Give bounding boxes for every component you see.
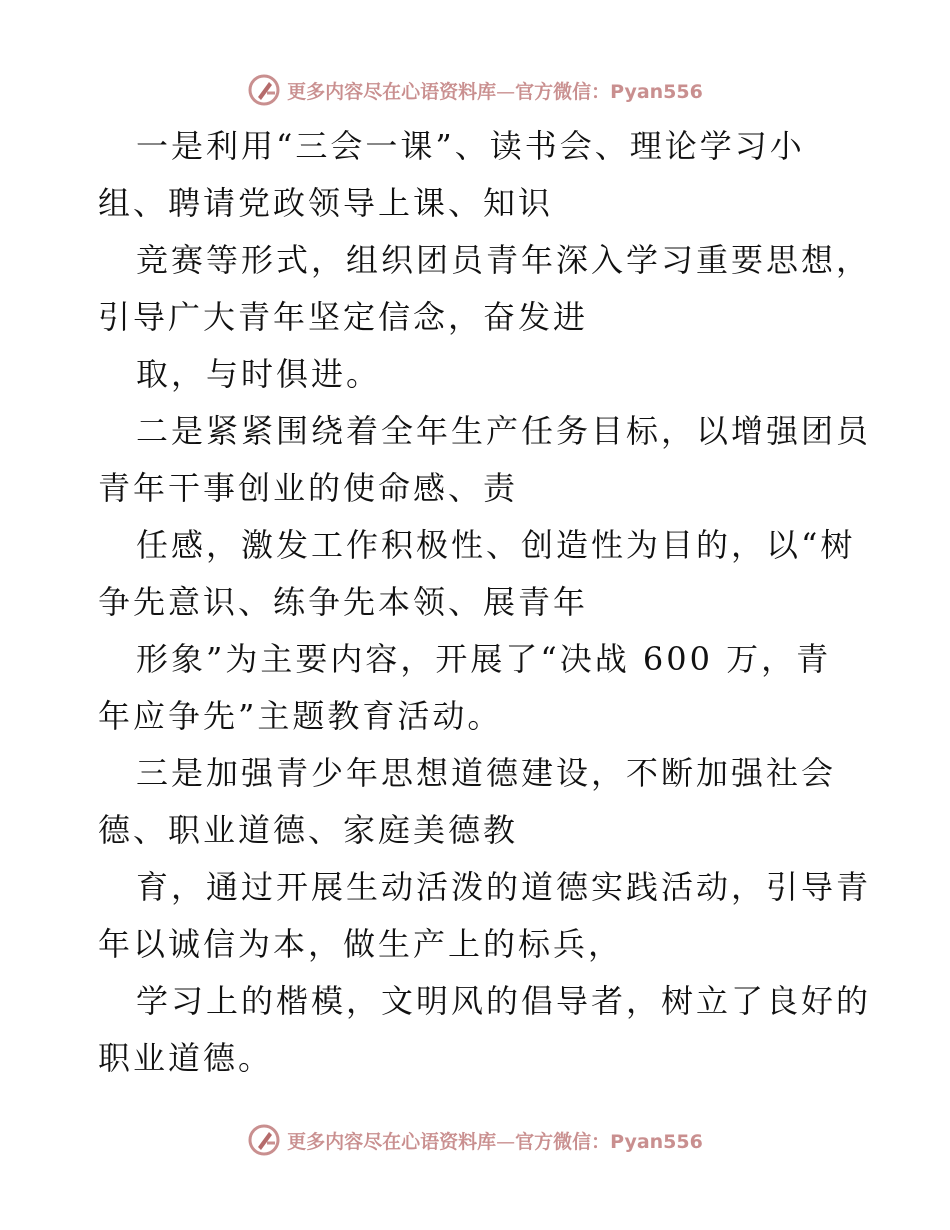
body-line-text: 育，通过开展生动活泼的道德实践活动，引导青 xyxy=(136,868,872,906)
body-line-text: 二是紧紧围绕着全年生产任务目标，以增强团员 xyxy=(136,412,872,450)
body-line-text: 年以诚信为本，做生产上的标兵， xyxy=(98,925,624,963)
header-banner-separator: — xyxy=(496,80,516,103)
body-line xyxy=(98,859,872,916)
footer-banner xyxy=(0,1120,950,1160)
body-line xyxy=(98,688,858,745)
body-line-text: 竞赛等形式，组织团员青年深入学习重要思想， xyxy=(136,241,872,279)
body-line xyxy=(98,916,858,973)
body-line-text: 形象”为主要内容，开展了“决战 600 万，青 xyxy=(136,640,832,678)
body-line xyxy=(98,232,872,289)
footer-banner-main: 更多内容尽在心语资料库 xyxy=(287,1130,497,1153)
body-line-text: 取，与时俱进。 xyxy=(136,355,382,393)
body-line xyxy=(98,802,858,859)
body-line xyxy=(98,118,858,175)
body-line xyxy=(98,574,858,631)
body-line-text: 任感，激发工作积极性、创造性为目的，以“树 xyxy=(136,526,856,564)
body-line-text: 德、职业道德、家庭美德教 xyxy=(98,811,519,849)
footer-banner-sub: 官方微信：Pyan556 xyxy=(515,1130,703,1153)
body-line xyxy=(98,745,858,802)
body-line xyxy=(98,517,858,574)
body-line xyxy=(98,289,858,346)
body-line-text: 一是利用“三会一课”、读书会、理论学习小 xyxy=(136,127,805,165)
header-banner-text xyxy=(287,77,703,104)
body-line xyxy=(98,1030,858,1087)
pen-nib-logo-icon xyxy=(247,73,281,107)
header-banner xyxy=(0,70,950,110)
body-line-text: 争先意识、练争先本领、展青年 xyxy=(98,583,589,621)
body-line-text: 学习上的楷模，文明风的倡导者，树立了良好的 xyxy=(136,982,872,1020)
header-banner-main: 更多内容尽在心语资料库 xyxy=(287,80,497,103)
body-line xyxy=(98,346,858,403)
body-line xyxy=(98,460,858,517)
body-line-text: 引导广大青年坚定信念，奋发进 xyxy=(98,298,589,336)
body-line-text: 年应争先”主题教育活动。 xyxy=(98,697,503,735)
body-line-text: 青年干事创业的使命感、责 xyxy=(98,469,519,507)
footer-banner-separator: — xyxy=(496,1130,516,1153)
body-line xyxy=(98,631,858,688)
body-line xyxy=(98,175,858,232)
body-line xyxy=(98,973,872,1030)
body-line xyxy=(98,403,872,460)
pen-nib-logo-icon xyxy=(247,1123,281,1157)
body-line-text: 组、聘请党政领导上课、知识 xyxy=(98,184,554,222)
body-line-text: 三是加强青少年思想道德建设，不断加强社会 xyxy=(136,754,837,792)
header-banner-sub: 官方微信：Pyan556 xyxy=(515,80,703,103)
document-body xyxy=(98,118,872,1087)
body-line-text: 职业道德。 xyxy=(98,1039,274,1077)
footer-banner-text xyxy=(287,1127,703,1154)
